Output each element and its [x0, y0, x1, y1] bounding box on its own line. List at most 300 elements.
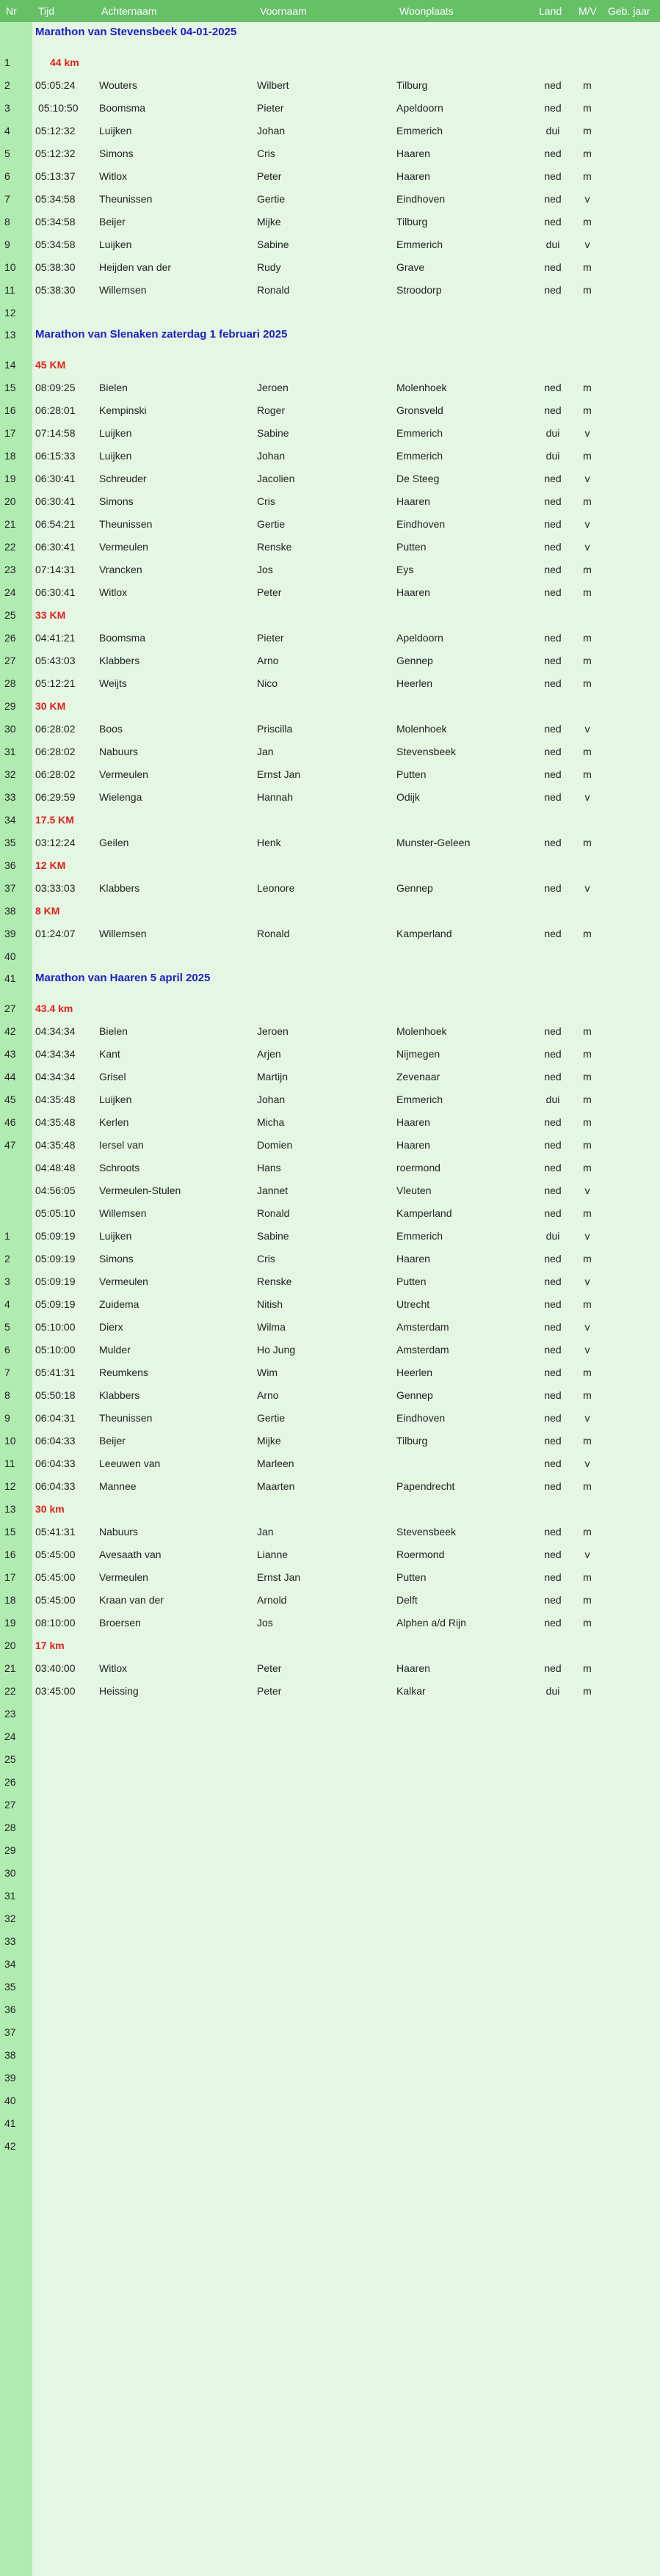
- voornaam-cell: Gertie: [257, 193, 286, 205]
- row-number: 39: [4, 928, 16, 939]
- distance-label: 12 KM: [35, 859, 66, 871]
- woonplaats-cell: Eindhoven: [396, 193, 446, 205]
- achternaam-cell: Witlox: [99, 170, 128, 182]
- tijd-cell: 05:10:50: [38, 102, 79, 114]
- mv-cell: v: [584, 1276, 590, 1287]
- table-row: [0, 97, 660, 120]
- achternaam-cell: Dierx: [99, 1321, 123, 1333]
- woonplaats-cell: Emmerich: [396, 427, 443, 439]
- voornaam-cell: Cris: [257, 148, 275, 159]
- woonplaats-cell: Haaren: [396, 148, 430, 159]
- distance-label: 30 km: [35, 1503, 65, 1515]
- voornaam-cell: Arno: [257, 1389, 279, 1401]
- achternaam-cell: Broersen: [99, 1617, 141, 1629]
- table-row: [0, 1361, 660, 1384]
- table-row: [0, 1043, 660, 1066]
- mv-cell: m: [583, 79, 592, 91]
- tijd-cell: 07:14:31: [35, 564, 76, 575]
- voornaam-cell: Jos: [257, 564, 273, 575]
- mv-cell: m: [583, 1071, 592, 1083]
- row-number: 29: [4, 1844, 16, 1856]
- land-cell: ned: [544, 541, 562, 553]
- header-mv: M/V: [574, 1, 602, 21]
- empty-row: [0, 1771, 660, 1794]
- table-row: [0, 1521, 660, 1543]
- row-number: 30: [4, 1867, 16, 1879]
- tijd-cell: 05:45:00: [35, 1571, 76, 1583]
- row-number: 19: [4, 1617, 16, 1629]
- voornaam-cell: Ernst Jan: [257, 1571, 301, 1583]
- row-number: [0, 1179, 32, 1202]
- empty-row: [0, 1885, 660, 1907]
- voornaam-cell: Wim: [257, 1367, 278, 1378]
- woonplaats-cell: Molenhoek: [396, 382, 447, 393]
- land-cell: ned: [544, 882, 562, 894]
- distance-label: 30 KM: [35, 700, 66, 712]
- distance-label: 44 km: [50, 57, 79, 68]
- table-row: [0, 1384, 660, 1407]
- tijd-cell: 05:05:10: [35, 1207, 76, 1219]
- voornaam-cell: Gertie: [257, 1412, 286, 1424]
- achternaam-cell: Luijken: [99, 1230, 132, 1242]
- tijd-cell: 05:38:30: [35, 284, 76, 296]
- row-number: 19: [4, 473, 16, 484]
- tijd-cell: 05:09:19: [35, 1253, 76, 1265]
- land-cell: ned: [544, 1389, 562, 1401]
- mv-cell: v: [584, 791, 590, 803]
- tijd-cell: 04:35:48: [35, 1094, 76, 1105]
- woonplaats-cell: Molenhoek: [396, 1025, 447, 1037]
- table-row: [0, 1566, 660, 1589]
- woonplaats-cell: Papendrecht: [396, 1480, 455, 1492]
- voornaam-cell: Peter: [257, 1685, 282, 1697]
- row-number: 36: [4, 2004, 16, 2015]
- table-row: [0, 1407, 660, 1430]
- section-title: Marathon van Haaren 5 april 2025: [35, 972, 211, 984]
- row-number: 24: [4, 586, 16, 598]
- tijd-cell: 05:12:32: [35, 125, 76, 137]
- tijd-cell: 05:12:32: [35, 148, 76, 159]
- achternaam-cell: Mulder: [99, 1344, 131, 1356]
- achternaam-cell: Luijken: [99, 125, 132, 137]
- woonplaats-cell: Haaren: [396, 1116, 430, 1128]
- tijd-cell: 05:50:18: [35, 1389, 76, 1401]
- row-number: 15: [4, 1526, 16, 1538]
- row-number: 8: [4, 216, 10, 228]
- row-number: 8: [4, 1389, 10, 1401]
- achternaam-cell: Wielenga: [99, 791, 142, 803]
- table-row: [0, 1543, 660, 1566]
- achternaam-cell: Luijken: [99, 427, 132, 439]
- tijd-cell: 06:04:33: [35, 1458, 76, 1469]
- achternaam-cell: Avesaath van: [99, 1549, 162, 1560]
- voornaam-cell: Cris: [257, 1253, 275, 1265]
- row-number: 9: [4, 239, 10, 250]
- achternaam-cell: Nabuurs: [99, 746, 138, 757]
- voornaam-cell: Johan: [257, 450, 286, 462]
- voornaam-cell: Peter: [257, 586, 282, 598]
- row-number: 40: [4, 2095, 16, 2106]
- woonplaats-cell: Kalkar: [396, 1685, 426, 1697]
- voornaam-cell: Ernst Jan: [257, 768, 301, 780]
- woonplaats-cell: Gennep: [396, 882, 433, 894]
- tijd-cell: 06:28:02: [35, 768, 76, 780]
- tijd-cell: 05:10:00: [35, 1344, 76, 1356]
- distance-label: 17.5 KM: [35, 814, 74, 826]
- table-row: [0, 741, 660, 763]
- mv-cell: m: [583, 1662, 592, 1674]
- tijd-cell: 06:28:02: [35, 746, 76, 757]
- tijd-cell: 04:35:48: [35, 1116, 76, 1128]
- voornaam-cell: Arno: [257, 655, 279, 666]
- header-achternaam: Achternaam: [97, 1, 254, 21]
- achternaam-cell: Theunissen: [99, 1412, 153, 1424]
- distance-row: [0, 51, 660, 74]
- tijd-cell: 08:10:00: [35, 1617, 76, 1629]
- distance-row: [0, 1634, 660, 1657]
- row-number: 18: [4, 450, 16, 462]
- achternaam-cell: Iersel van: [99, 1139, 144, 1151]
- distance-label: 17 km: [35, 1640, 65, 1651]
- woonplaats-cell: Putten: [396, 541, 427, 553]
- tijd-cell: 05:41:31: [35, 1526, 76, 1538]
- table-row: [0, 445, 660, 467]
- row-number: 38: [4, 905, 16, 917]
- achternaam-cell: Vermeulen-Stulen: [99, 1185, 181, 1196]
- woonplaats-cell: Emmerich: [396, 450, 443, 462]
- row-number: 18: [4, 1594, 16, 1606]
- achternaam-cell: Luijken: [99, 1094, 132, 1105]
- row-number: 5: [4, 1321, 10, 1333]
- tijd-cell: 05:05:24: [35, 79, 76, 91]
- woonplaats-cell: Putten: [396, 1276, 427, 1287]
- mv-cell: m: [583, 768, 592, 780]
- voornaam-cell: Ronald: [257, 284, 290, 296]
- table-row: [0, 1134, 660, 1157]
- row-number: 9: [4, 1412, 10, 1424]
- voornaam-cell: Wilbert: [257, 79, 289, 91]
- row-number: 5: [4, 148, 10, 159]
- row-number: 25: [4, 609, 16, 621]
- distance-row: [0, 997, 660, 1020]
- achternaam-cell: Simons: [99, 495, 134, 507]
- achternaam-cell: Witlox: [99, 1662, 128, 1674]
- voornaam-cell: Hannah: [257, 791, 294, 803]
- land-cell: ned: [544, 1594, 562, 1606]
- row-number: 23: [4, 1708, 16, 1720]
- mv-cell: m: [583, 125, 592, 137]
- table-row: [0, 142, 660, 165]
- land-cell: ned: [544, 1617, 562, 1629]
- land-cell: ned: [544, 1207, 562, 1219]
- mv-cell: m: [583, 746, 592, 757]
- mv-cell: m: [583, 928, 592, 939]
- distance-row: [0, 1498, 660, 1521]
- achternaam-cell: Heijden van der: [99, 261, 172, 273]
- row-number: 10: [4, 261, 16, 273]
- achternaam-cell: Wouters: [99, 79, 137, 91]
- woonplaats-cell: Stevensbeek: [396, 746, 456, 757]
- achternaam-cell: Nabuurs: [99, 1526, 138, 1538]
- mv-cell: m: [583, 1139, 592, 1151]
- achternaam-cell: Beijer: [99, 1435, 126, 1447]
- mv-cell: m: [583, 632, 592, 644]
- tijd-cell: 05:45:00: [35, 1549, 76, 1560]
- table-body: [0, 22, 660, 2158]
- table-row: [0, 1111, 660, 1134]
- woonplaats-cell: Putten: [396, 1571, 427, 1583]
- voornaam-cell: Renske: [257, 541, 292, 553]
- land-cell: ned: [544, 404, 562, 416]
- row-number: 37: [4, 882, 16, 894]
- empty-row: [0, 2112, 660, 2135]
- land-cell: ned: [544, 170, 562, 182]
- table-row: [0, 1316, 660, 1339]
- empty-row: [0, 1748, 660, 1771]
- table-row: [0, 211, 660, 233]
- achternaam-cell: Theunissen: [99, 518, 153, 530]
- empty-row: [0, 1907, 660, 1930]
- table-row: [0, 763, 660, 786]
- woonplaats-cell: Emmerich: [396, 239, 443, 250]
- mv-cell: v: [584, 1230, 590, 1242]
- woonplaats-cell: Munster-Geleen: [396, 837, 471, 848]
- land-cell: ned: [544, 518, 562, 530]
- section-title-row: [0, 22, 660, 51]
- tijd-cell: 05:09:19: [35, 1298, 76, 1310]
- distance-row: [0, 854, 660, 877]
- row-number: 43: [4, 1048, 16, 1060]
- achternaam-cell: Schreuder: [99, 473, 147, 484]
- voornaam-cell: Ronald: [257, 928, 290, 939]
- tijd-cell: 03:12:24: [35, 837, 76, 848]
- row-number: 47: [4, 1139, 16, 1151]
- mv-cell: v: [584, 239, 590, 250]
- achternaam-cell: Theunissen: [99, 193, 153, 205]
- table-row: [0, 1452, 660, 1475]
- mv-cell: m: [583, 1253, 592, 1265]
- row-number: 20: [4, 495, 16, 507]
- row-number: 45: [4, 1094, 16, 1105]
- row-number: 24: [4, 1731, 16, 1742]
- voornaam-cell: Pieter: [257, 632, 284, 644]
- mv-cell: m: [583, 404, 592, 416]
- voornaam-cell: Renske: [257, 1276, 292, 1287]
- achternaam-cell: Boos: [99, 723, 123, 735]
- row-number: 12: [4, 1480, 16, 1492]
- row-number: 26: [4, 632, 16, 644]
- mv-cell: m: [583, 284, 592, 296]
- mv-cell: m: [583, 655, 592, 666]
- row-number: 39: [4, 2072, 16, 2084]
- land-cell: ned: [544, 837, 562, 848]
- woonplaats-cell: Heerlen: [396, 1367, 433, 1378]
- land-cell: dui: [545, 125, 560, 137]
- voornaam-cell: Sabine: [257, 239, 289, 250]
- distance-row: [0, 900, 660, 923]
- achternaam-cell: Witlox: [99, 586, 128, 598]
- row-number: 38: [4, 2049, 16, 2061]
- table-row: [0, 1225, 660, 1248]
- voornaam-cell: Nico: [257, 677, 278, 689]
- achternaam-cell: Vermeulen: [99, 541, 148, 553]
- row-number: 11: [4, 284, 15, 296]
- mv-cell: m: [583, 1389, 592, 1401]
- mv-cell: m: [583, 1526, 592, 1538]
- land-cell: ned: [544, 723, 562, 735]
- tijd-cell: 04:35:48: [35, 1139, 76, 1151]
- distance-label: 33 KM: [35, 609, 66, 621]
- tijd-cell: 05:41:31: [35, 1367, 76, 1378]
- achternaam-cell: Vermeulen: [99, 1571, 148, 1583]
- achternaam-cell: Boomsma: [99, 102, 146, 114]
- land-cell: ned: [544, 928, 562, 939]
- mv-cell: m: [583, 837, 592, 848]
- table-row: [0, 256, 660, 279]
- land-cell: dui: [545, 427, 560, 439]
- mv-cell: m: [583, 261, 592, 273]
- land-cell: ned: [544, 1480, 562, 1492]
- row-number: 32: [4, 1913, 16, 1924]
- achternaam-cell: Bielen: [99, 382, 128, 393]
- land-cell: ned: [544, 261, 562, 273]
- empty-row: [0, 1725, 660, 1748]
- row-number: 17: [4, 1571, 16, 1583]
- table-row: [0, 1589, 660, 1612]
- table-row: [0, 559, 660, 581]
- land-cell: ned: [544, 1298, 562, 1310]
- row-number: 16: [4, 404, 16, 416]
- tijd-cell: 06:04:33: [35, 1480, 76, 1492]
- distance-label: 43.4 km: [35, 1003, 73, 1014]
- achternaam-cell: Willemsen: [99, 928, 147, 939]
- table-row: [0, 1339, 660, 1361]
- tijd-cell: 03:45:00: [35, 1685, 76, 1697]
- voornaam-cell: Sabine: [257, 1230, 289, 1242]
- empty-row: [0, 1703, 660, 1725]
- land-cell: ned: [544, 1367, 562, 1378]
- woonplaats-cell: Molenhoek: [396, 723, 447, 735]
- achternaam-cell: Simons: [99, 1253, 134, 1265]
- table-row: [0, 1088, 660, 1111]
- woonplaats-cell: Putten: [396, 768, 427, 780]
- table-row: [0, 1202, 660, 1225]
- voornaam-cell: Jos: [257, 1617, 273, 1629]
- mv-cell: m: [583, 1480, 592, 1492]
- table-row: [0, 672, 660, 695]
- row-number: 30: [4, 723, 16, 735]
- achternaam-cell: Beijer: [99, 216, 126, 228]
- row-number: 20: [4, 1640, 16, 1651]
- tijd-cell: 05:43:03: [35, 655, 76, 666]
- table-row: [0, 165, 660, 188]
- table-row: [0, 1157, 660, 1179]
- achternaam-cell: Luijken: [99, 450, 132, 462]
- row-number: 6: [4, 1344, 10, 1356]
- row-number: 4: [4, 1298, 10, 1310]
- row-number: 34: [4, 1958, 16, 1970]
- row-number: 1: [4, 1230, 10, 1242]
- land-cell: ned: [544, 791, 562, 803]
- woonplaats-cell: Haaren: [396, 586, 430, 598]
- achternaam-cell: Simons: [99, 148, 134, 159]
- row-number: 41: [4, 2117, 16, 2129]
- row-number: 26: [4, 1776, 16, 1788]
- tijd-cell: 01:24:07: [35, 928, 76, 939]
- empty-row: [0, 2067, 660, 2089]
- header-woonplaats: Woonplaats: [395, 1, 533, 21]
- mv-cell: m: [583, 1367, 592, 1378]
- row-number: 2: [4, 79, 10, 91]
- tijd-cell: 06:29:59: [35, 791, 76, 803]
- tijd-cell: 06:28:01: [35, 404, 76, 416]
- woonplaats-cell: Tilburg: [396, 1435, 428, 1447]
- row-number: 22: [4, 1685, 16, 1697]
- table-row: [0, 1680, 660, 1703]
- land-cell: ned: [544, 1162, 562, 1174]
- land-cell: ned: [544, 148, 562, 159]
- woonplaats-cell: Grave: [396, 261, 425, 273]
- voornaam-cell: Micha: [257, 1116, 285, 1128]
- achternaam-cell: Willemsen: [99, 1207, 147, 1219]
- woonplaats-cell: Haaren: [396, 1662, 430, 1674]
- voornaam-cell: Henk: [257, 837, 281, 848]
- voornaam-cell: Mijke: [257, 1435, 281, 1447]
- land-cell: ned: [544, 473, 562, 484]
- row-number: [0, 1157, 32, 1179]
- mv-cell: m: [583, 1617, 592, 1629]
- mv-cell: v: [584, 541, 590, 553]
- mv-cell: m: [583, 382, 592, 393]
- mv-cell: v: [584, 1185, 590, 1196]
- mv-cell: m: [583, 677, 592, 689]
- empty-row: [0, 2089, 660, 2112]
- distance-row: [0, 695, 660, 718]
- land-cell: ned: [544, 1116, 562, 1128]
- section-title: Marathon van Stevensbeek 04-01-2025: [35, 26, 237, 38]
- woonplaats-cell: Haaren: [396, 495, 430, 507]
- land-cell: ned: [544, 1048, 562, 1060]
- land-cell: ned: [544, 284, 562, 296]
- mv-cell: m: [583, 450, 592, 462]
- achternaam-cell: Boomsma: [99, 632, 146, 644]
- table-row: [0, 536, 660, 559]
- row-number: 41: [4, 972, 16, 984]
- land-cell: dui: [545, 1685, 560, 1697]
- woonplaats-cell: Vleuten: [396, 1185, 432, 1196]
- woonplaats-cell: Eys: [396, 564, 414, 575]
- land-cell: ned: [544, 102, 562, 114]
- voornaam-cell: Roger: [257, 404, 286, 416]
- table-row: [0, 1179, 660, 1202]
- mv-cell: v: [584, 1321, 590, 1333]
- table-row: [0, 627, 660, 650]
- woonplaats-cell: Utrecht: [396, 1298, 430, 1310]
- table-row: [0, 74, 660, 97]
- row-number: 28: [4, 677, 16, 689]
- woonplaats-cell: Emmerich: [396, 1230, 443, 1242]
- row-number: 33: [4, 791, 16, 803]
- mv-cell: m: [583, 1571, 592, 1583]
- header-tijd: Tijd: [34, 1, 95, 21]
- mv-cell: m: [583, 495, 592, 507]
- land-cell: ned: [544, 1549, 562, 1560]
- land-cell: ned: [544, 382, 562, 393]
- tijd-cell: 06:04:31: [35, 1412, 76, 1424]
- achternaam-cell: Klabbers: [99, 1389, 140, 1401]
- tijd-cell: 04:34:34: [35, 1048, 76, 1060]
- row-number: 35: [4, 837, 16, 848]
